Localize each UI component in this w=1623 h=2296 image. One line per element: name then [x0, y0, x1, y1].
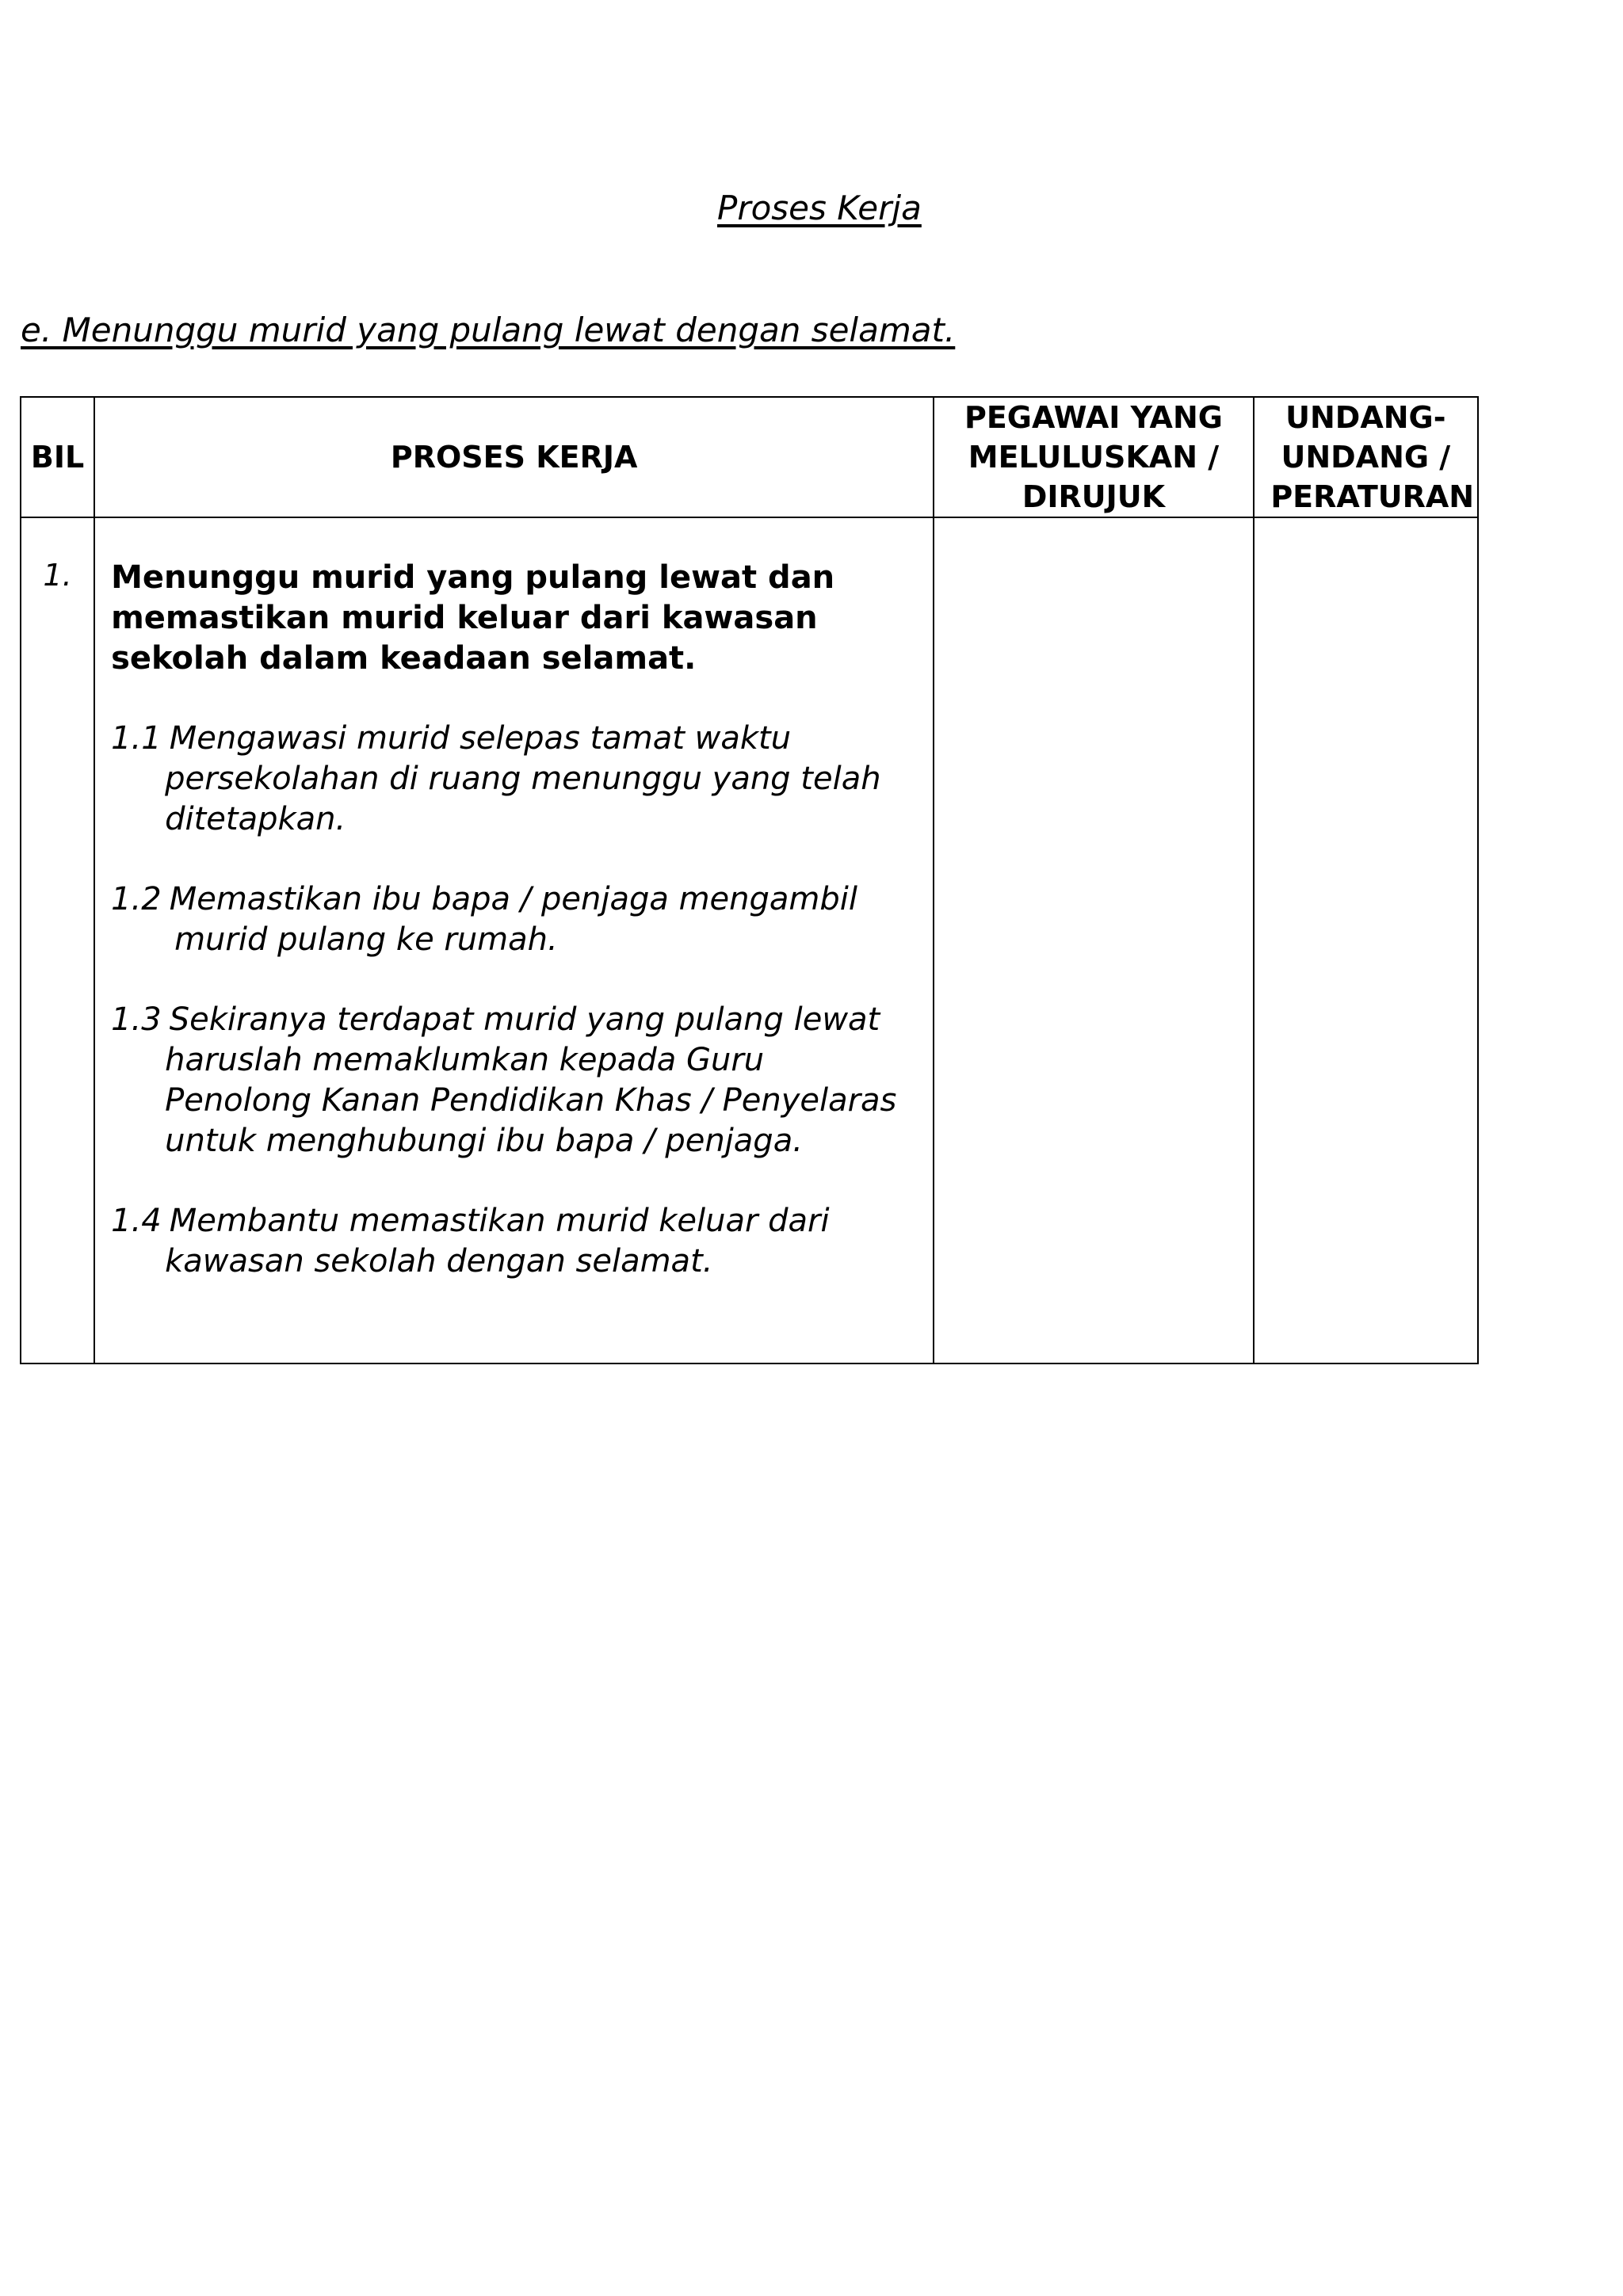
- sub-step-number: 1.1: [111, 720, 162, 757]
- cell-bil: [21, 517, 94, 1363]
- sub-step-continuation: kawasan sekolah dengan selamat.: [165, 1243, 713, 1280]
- work-process-table: [20, 396, 1479, 1364]
- sub-step-1-1: [111, 719, 909, 840]
- main-step: Menunggu murid yang pulang lewat dan memastikan murid keluar dari kawasan sekolah dalam keadaan selamat.: [111, 559, 835, 677]
- sub-step-1-2: [111, 879, 909, 960]
- header-bil: BIL: [21, 397, 94, 517]
- document-title: Proses Kerja: [717, 189, 922, 227]
- sub-step-number: 1.3: [111, 1001, 162, 1038]
- sub-step-continuation: murid pulang ke rumah.: [174, 921, 558, 958]
- sub-step-first-line: Sekiranya terdapat murid yang pulang lewat: [169, 1001, 880, 1038]
- cell-pegawai: [934, 517, 1253, 1363]
- table-row: [21, 517, 1478, 1363]
- sub-step-1-3: [111, 1000, 909, 1161]
- header-undang: [1254, 397, 1478, 517]
- sub-step-first-line: Membantu memastikan murid keluar dari: [169, 1203, 830, 1239]
- section-heading: e. Menunggu murid yang pulang lewat dengan selamat.: [21, 311, 956, 349]
- sub-step-first-line: Memastikan ibu bapa / penjaga mengambil: [169, 881, 857, 917]
- row-number: 1.: [43, 558, 72, 593]
- header-undang-text: UNDANG-UNDANG / PERATURAN: [1270, 400, 1475, 514]
- header-proses-kerja: PROSES KERJA: [94, 397, 934, 517]
- sub-step-continuation: persekolahan di ruang menunggu yang telah ditetapkan.: [165, 761, 881, 837]
- header-pegawai-text: PEGAWAI YANG MELULUSKAN / DIRUJUK: [964, 400, 1223, 514]
- cell-proses-kerja: [94, 517, 934, 1363]
- header-pegawai: [934, 397, 1253, 517]
- cell-undang: [1254, 517, 1478, 1363]
- sub-step-first-line: Mengawasi murid selepas tamat waktu: [169, 720, 792, 757]
- sub-step-number: 1.4: [111, 1203, 162, 1239]
- table-header-row: [21, 397, 1478, 517]
- sub-step-1-4: [111, 1201, 909, 1282]
- sub-step-number: 1.2: [111, 881, 162, 917]
- sub-step-continuation: haruslah memaklumkan kepada Guru Penolong Kanan Pendidikan Khas / Penyelaras untuk menghubungi ibu bapa / penjaga.: [165, 1042, 897, 1159]
